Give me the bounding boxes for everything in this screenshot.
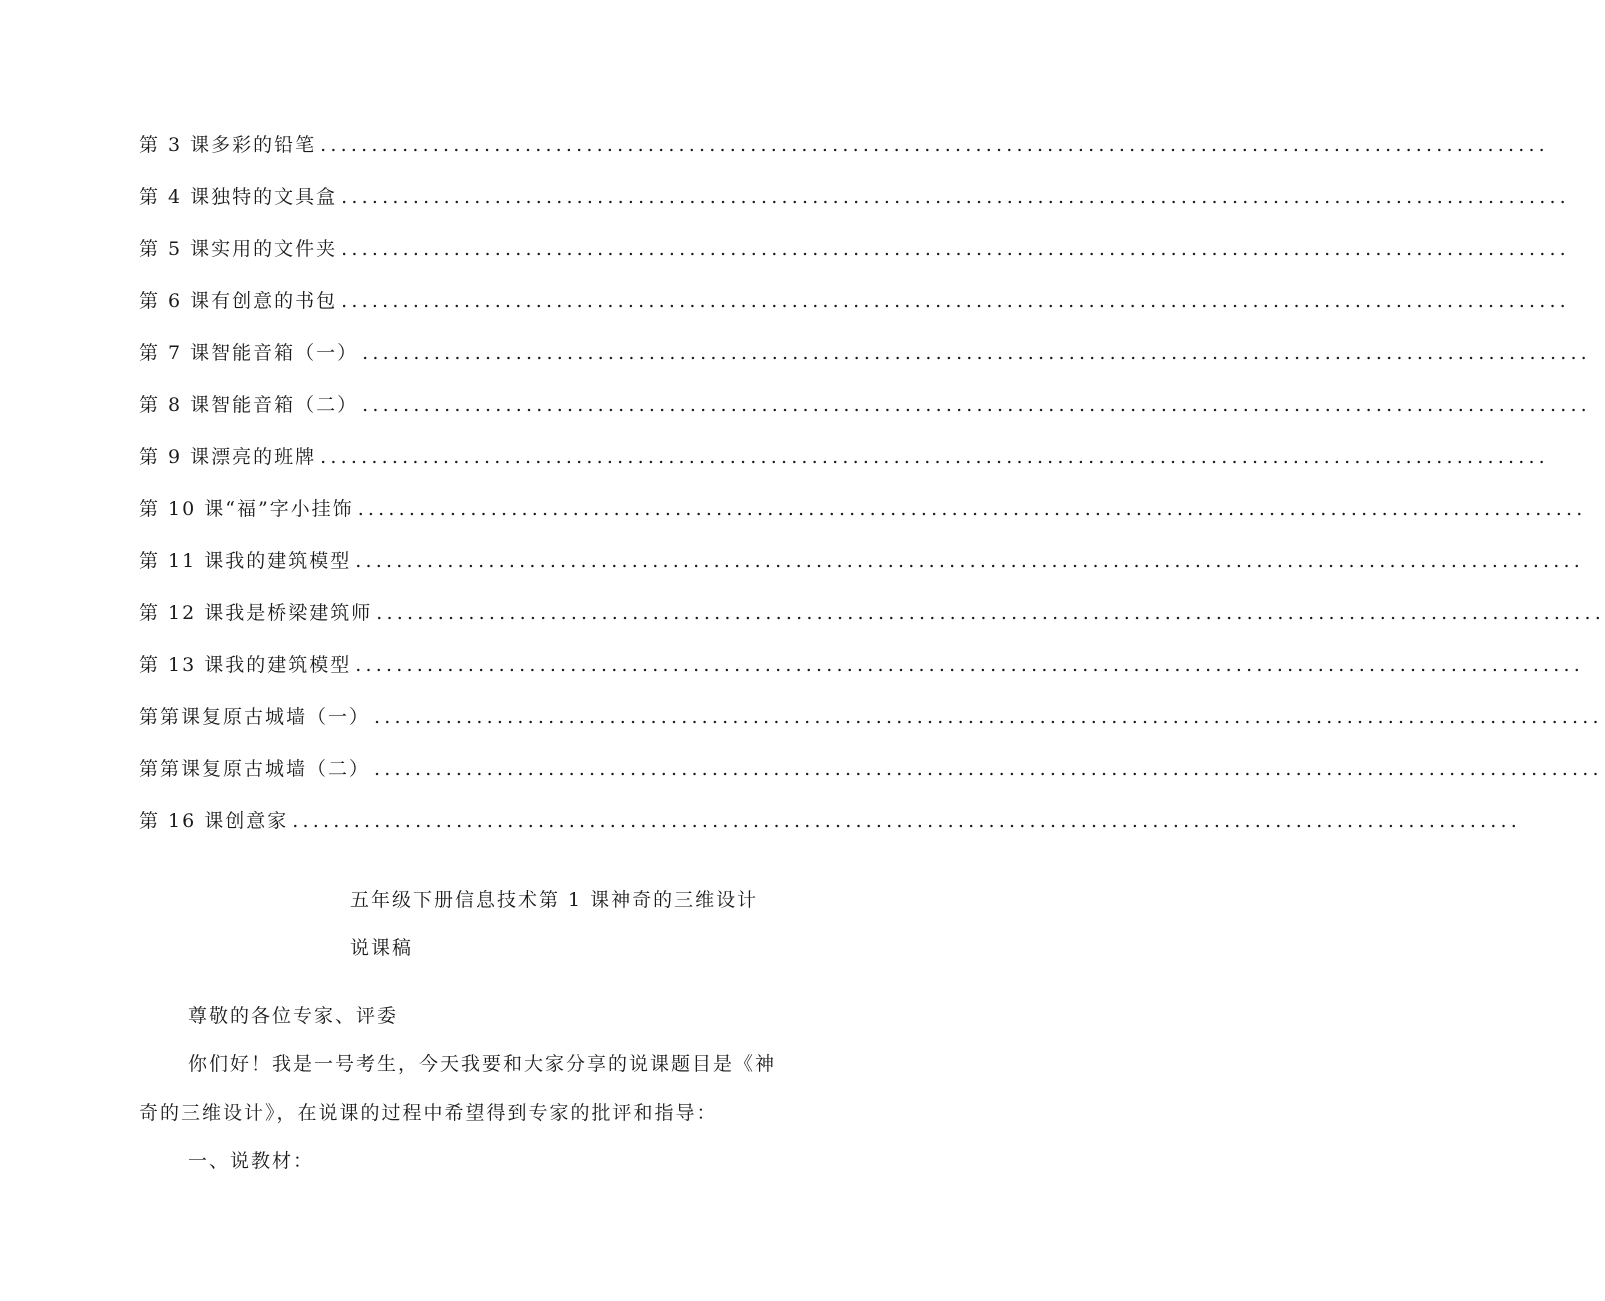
toc-entry [139, 571, 1605, 624]
toc-entry-title: 第 5 课实用的文件夹 [139, 238, 338, 260]
section-heading-textbook: 一、说教材： [188, 1150, 315, 1172]
lesson-title: 五年级下册信息技术第 1 课神奇的三维设计 [350, 889, 759, 911]
toc-entry-title: 第 13 课我的建筑模型 [139, 654, 352, 676]
toc-dot-leader: ........................................................................................................................ [355, 550, 1585, 572]
toc-entry-title: 第 8 课智能音箱（二） [139, 394, 359, 416]
toc-entry [139, 103, 1549, 156]
toc-dot-leader: ........................................................................................................................ [355, 654, 1585, 676]
toc-entry-title: 第 12 课我是桥梁建筑师 [139, 602, 373, 624]
toc-dot-leader: ........................................................................................................................ [362, 342, 1591, 364]
toc-dot-leader: ........................................................................................................................ [320, 134, 1549, 156]
toc-dot-leader: ........................................................................................................................ [292, 810, 1522, 832]
intro-paragraph-line-1: 你们好！我是一号考生，今天我要和大家分享的说课题目是《神 [188, 1053, 777, 1075]
toc-entry [139, 155, 1570, 208]
toc-entry-title: 第 11 课我的建筑模型 [139, 550, 352, 572]
toc-dot-leader: ........................................................................................................................ [374, 706, 1603, 728]
greeting-line: 尊敬的各位专家、评委 [188, 1005, 399, 1027]
toc-entry [139, 415, 1549, 468]
toc-dot-leader: ........................................................................................................................ [376, 602, 1605, 624]
toc-entry-title: 第第课复原古城墙（一） [139, 706, 371, 728]
lesson-subtitle: 说课稿 [350, 937, 414, 959]
toc-entry [139, 779, 1522, 832]
toc-dot-leader: ........................................................................................................................ [357, 498, 1587, 520]
toc-entry-title: 第 16 课创意家 [139, 810, 289, 832]
toc-entry [139, 727, 1603, 780]
toc-dot-leader: ........................................................................................................................ [341, 238, 1570, 260]
toc-dot-leader: ........................................................................................................................ [362, 394, 1591, 416]
toc-entry-title: 第 7 课智能音箱（一） [139, 342, 359, 364]
toc-entry [139, 259, 1570, 312]
toc-dot-leader: ........................................................................................................................ [374, 758, 1603, 780]
table-of-contents [139, 103, 1605, 832]
toc-entry-title: 第 10 课“福”字小挂饰 [139, 498, 354, 520]
toc-entry [139, 363, 1591, 416]
toc-entry [139, 207, 1570, 260]
toc-entry-title: 第 9 课漂亮的班牌 [139, 446, 317, 468]
toc-dot-leader: ........................................................................................................................ [341, 186, 1570, 208]
toc-entry-title: 第 4 课独特的文具盒 [139, 186, 338, 208]
toc-dot-leader: ........................................................................................................................ [341, 290, 1570, 312]
toc-entry-title: 第第课复原古城墙（二） [139, 758, 371, 780]
toc-entry [139, 519, 1585, 572]
intro-paragraph-line-2: 奇的三维设计》，在说课的过程中希望得到专家的批评和指导： [139, 1102, 718, 1124]
toc-entry [139, 675, 1603, 728]
toc-dot-leader: ........................................................................................................................ [320, 446, 1549, 468]
toc-entry-title: 第 3 课多彩的铅笔 [139, 134, 317, 156]
toc-entry [139, 623, 1585, 676]
toc-entry [139, 467, 1587, 520]
toc-entry-title: 第 6 课有创意的书包 [139, 290, 338, 312]
toc-entry [139, 311, 1591, 364]
